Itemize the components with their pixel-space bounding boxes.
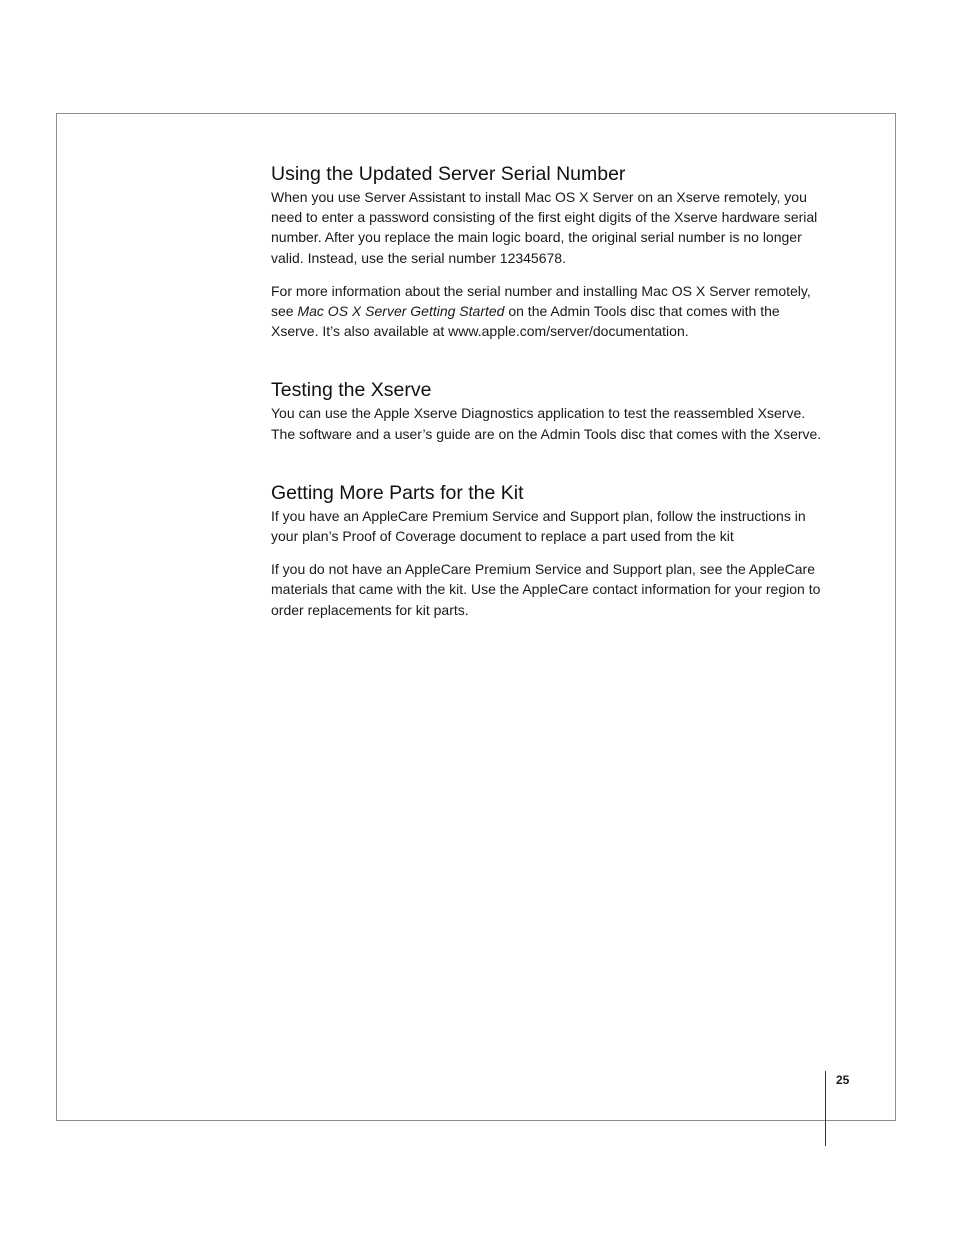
section-heading: Getting More Parts for the Kit [271,481,524,504]
paragraph: You can use the Apple Xserve Diagnostics application to test the reassembled Xserve. The software and a user’s guide are on the Admin Tools disc that comes with the Xserve. [271,405,822,442]
paragraph-text: on the Admin Tools disc that comes with the Xserve. It’s also available at www.apple.com/server/documentation. [271,303,780,340]
section-heading: Using the Updated Server Serial Number [271,163,626,185]
paragraph: When you use Server Assistant to install Mac OS X Server on an Xserve remotely, you need to enter a password consisting of the first eight digits of the Xserve hardware serial number. After you replace the main logic board, the original serial number is no longer valid. Instead, use the serial number 12345678. [271,189,818,266]
section-testing-xserve [271,377,831,443]
document-body [271,161,831,656]
section-more-parts [271,480,831,620]
paragraph: If you do not have an AppleCare Premium Service and Support plan, see the AppleCare materials that came with the kit. Use the AppleCare contact information for your region to order replacements for kit parts. [271,561,821,618]
paragraph-text: For more information about the serial number and installing Mac OS X Server remotely, see [271,282,811,320]
paragraph: If you have an AppleCare Premium Service and Support plan, follow the instructions in your plan’s Proof of Coverage document to replace a part used from the kit [271,507,806,545]
page-number: 25 [836,1073,850,1087]
section-updated-serial-number [271,161,831,341]
page-number-divider [825,1071,826,1146]
section-heading: Testing the Xserve [271,379,432,402]
paragraph [271,281,831,342]
book-title: Mac OS X Server Getting Started [297,303,505,320]
